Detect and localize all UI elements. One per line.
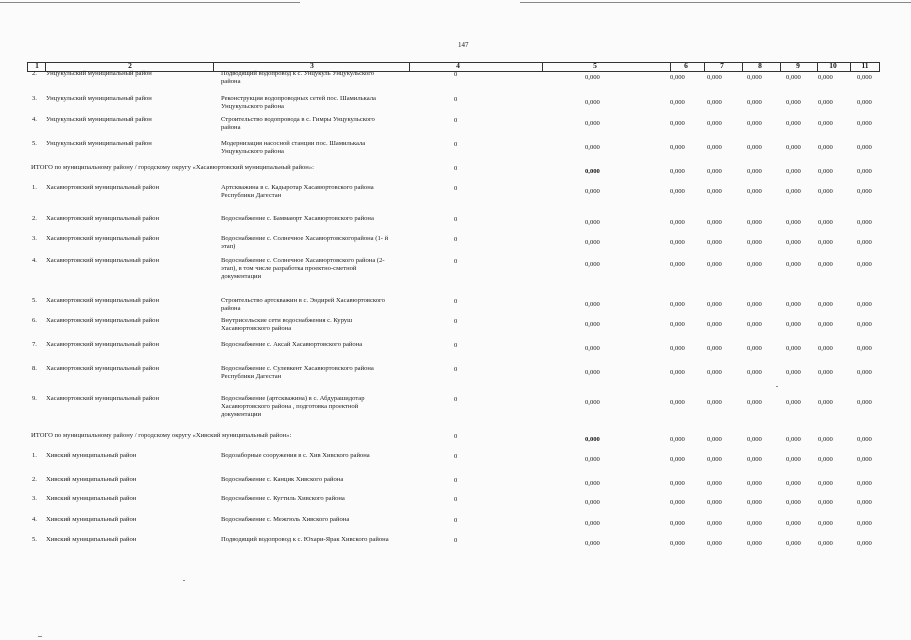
- description-cell: Водоснабжение с. Межгюль Хивского района: [221, 516, 350, 523]
- municipality-cell: Унцукульский муниципальный район: [46, 70, 152, 77]
- value-cell: 0,000: [707, 261, 722, 268]
- municipality-cell: Хивский муниципальный район: [46, 452, 137, 459]
- value-cell: 0,000: [857, 219, 872, 226]
- municipality-cell: Хасавюртовский муниципальный район: [46, 395, 159, 402]
- row-number: 1.: [32, 452, 37, 459]
- col-header: 9: [796, 61, 800, 70]
- value-cell: 0,000: [747, 345, 762, 352]
- value-cell: 0,000: [857, 345, 872, 352]
- value-cell: 0,000: [857, 456, 872, 463]
- value-cell: 0,000: [585, 321, 600, 328]
- municipality-cell: Хивский муниципальный район: [46, 516, 137, 523]
- value-cell: 0,000: [818, 261, 833, 268]
- col-header: 3: [310, 61, 314, 70]
- col4-cell: 0: [454, 453, 458, 460]
- value-cell: 0,000: [707, 120, 722, 127]
- row-number: 3.: [32, 495, 37, 502]
- value-cell: 0,000: [585, 345, 600, 352]
- municipality-cell: Унцукульский муниципальный район: [46, 95, 152, 102]
- value-cell: 0,000: [747, 144, 762, 151]
- value-cell: 0,000: [818, 540, 833, 547]
- value-cell: 0,000: [747, 219, 762, 226]
- row-number: 4.: [32, 116, 37, 123]
- value-cell: 0,000: [786, 219, 801, 226]
- value-cell: 0,000: [670, 301, 685, 308]
- value-cell: 0,000: [857, 436, 872, 443]
- description-cell: Строительство артскважин в с. Эндирей Хасавюртовского района: [221, 297, 385, 312]
- value-cell: 0,000: [747, 168, 762, 175]
- value-cell: 0,000: [707, 239, 722, 246]
- municipality-cell: Унцукульский муниципальный район: [46, 140, 152, 147]
- total-label: ИТОГО по муниципальному району / городскому округу «Хивский муниципальный район»:: [31, 432, 292, 439]
- description-cell: Водозаборные сооружения в с. Хив Хивского района: [221, 452, 370, 459]
- value-cell: 0,000: [707, 99, 722, 106]
- municipality-cell: Хасавюртовский муниципальный район: [46, 341, 159, 348]
- value-cell: 0,000: [818, 499, 833, 506]
- value-cell: 0,000: [747, 480, 762, 487]
- row-number: 2.: [32, 476, 37, 483]
- col4-cell: 0: [454, 117, 458, 124]
- value-cell: 0,000: [670, 321, 685, 328]
- value-cell: 0,000: [786, 520, 801, 527]
- value-cell: 0,000: [585, 520, 600, 527]
- municipality-cell: Хасавюртовский муниципальный район: [46, 297, 159, 304]
- row-number: 6.: [32, 317, 37, 324]
- value-cell: 0,000: [747, 399, 762, 406]
- value-cell: 0,000: [585, 168, 600, 175]
- description-cell: Артскважина в с. Кадыротар Хасавюртовского района Республики Дагестан: [221, 184, 374, 199]
- value-cell: 0,000: [747, 369, 762, 376]
- value-cell: 0,000: [786, 369, 801, 376]
- value-cell: 0,000: [707, 399, 722, 406]
- value-cell: 0,000: [747, 188, 762, 195]
- value-cell: 0,000: [670, 168, 685, 175]
- col-header: 4: [456, 61, 460, 70]
- value-cell: 0,000: [786, 436, 801, 443]
- value-cell: 0,000: [857, 188, 872, 195]
- value-cell: 0,000: [670, 219, 685, 226]
- value-cell: 0,000: [747, 74, 762, 81]
- value-cell: 0,000: [818, 480, 833, 487]
- col-header: 6: [684, 61, 688, 70]
- value-cell: 0,000: [747, 261, 762, 268]
- value-cell: 0,000: [747, 239, 762, 246]
- value-cell: 0,000: [786, 99, 801, 106]
- value-cell: 0,000: [857, 369, 872, 376]
- scan-speck: [776, 386, 778, 387]
- value-cell: 0,000: [857, 261, 872, 268]
- description-cell: Реконструкция водопроводных сетей пос. Шамилькала Унцукульского района: [221, 95, 376, 110]
- scan-speck: [38, 636, 42, 637]
- value-cell: 0,000: [857, 301, 872, 308]
- value-cell: 0,000: [707, 540, 722, 547]
- municipality-cell: Хивский муниципальный район: [46, 476, 137, 483]
- col4-cell: 0: [454, 185, 458, 192]
- value-cell: 0,000: [707, 499, 722, 506]
- value-cell: 0,000: [786, 540, 801, 547]
- municipality-cell: Хивский муниципальный район: [46, 495, 137, 502]
- value-cell: 0,000: [670, 74, 685, 81]
- col-header: 2: [128, 61, 132, 70]
- value-cell: 0,000: [707, 436, 722, 443]
- value-cell: 0,000: [818, 520, 833, 527]
- col-header: 8: [758, 61, 762, 70]
- top-border-right: [520, 2, 911, 3]
- value-cell: 0,000: [857, 120, 872, 127]
- value-cell: 0,000: [786, 188, 801, 195]
- value-cell: 0,000: [857, 144, 872, 151]
- top-border-left: [0, 2, 300, 3]
- value-cell: 0,000: [585, 188, 600, 195]
- col4-cell: 0: [454, 258, 458, 265]
- value-cell: 0,000: [585, 540, 600, 547]
- col4-cell: 0: [454, 141, 458, 148]
- value-cell: 0,000: [585, 456, 600, 463]
- col4-cell: 0: [454, 396, 458, 403]
- page-number: 147: [458, 41, 469, 49]
- row-number: 2.: [32, 215, 37, 222]
- row-number: 4.: [32, 257, 37, 264]
- value-cell: 0,000: [786, 120, 801, 127]
- municipality-cell: Хасавюртовский муниципальный район: [46, 257, 159, 264]
- value-cell: 0,000: [786, 321, 801, 328]
- col4-cell: 0: [454, 298, 458, 305]
- municipality-cell: Хасавюртовский муниципальный район: [46, 184, 159, 191]
- value-cell: 0,000: [747, 301, 762, 308]
- description-cell: Подводящий водопровод к с. Унцукуль Унцукульского района: [221, 70, 375, 85]
- value-cell: 0,000: [707, 345, 722, 352]
- value-cell: 0,000: [818, 99, 833, 106]
- value-cell: 0,000: [707, 480, 722, 487]
- col4-cell: 0: [454, 366, 458, 373]
- value-cell: 0,000: [707, 219, 722, 226]
- value-cell: 0,000: [585, 99, 600, 106]
- value-cell: 0,000: [786, 168, 801, 175]
- value-cell: 0,000: [670, 520, 685, 527]
- row-number: 7.: [32, 341, 37, 348]
- value-cell: 0,000: [818, 369, 833, 376]
- value-cell: 0,000: [585, 480, 600, 487]
- municipality-cell: Хасавюртовский муниципальный район: [46, 365, 159, 372]
- value-cell: 0,000: [670, 399, 685, 406]
- value-cell: 0,000: [786, 239, 801, 246]
- value-cell: 0,000: [786, 456, 801, 463]
- value-cell: 0,000: [670, 99, 685, 106]
- col4-cell: 0: [454, 96, 458, 103]
- value-cell: 0,000: [707, 369, 722, 376]
- description-cell: Водоснабжение с. Баммаюрт Хасавюртовского района: [221, 215, 374, 222]
- value-cell: 0,000: [818, 436, 833, 443]
- value-cell: 0,000: [707, 301, 722, 308]
- col-header: 7: [720, 61, 724, 70]
- value-cell: 0,000: [818, 219, 833, 226]
- description-cell: Водоснабжение с. Солнечное Хасавюртовскогорайона (1- й этап): [221, 235, 389, 250]
- row-number: 5.: [32, 140, 37, 147]
- value-cell: 0,000: [818, 74, 833, 81]
- value-cell: 0,000: [670, 369, 685, 376]
- municipality-cell: Хасавюртовский муниципальный район: [46, 215, 159, 222]
- value-cell: 0,000: [786, 499, 801, 506]
- value-cell: 0,000: [818, 239, 833, 246]
- value-cell: 0,000: [585, 369, 600, 376]
- description-cell: Водоснабжение с. Солнечное Хасавюртовского района (2-этап), в том числе разработка проектно-сметной документации: [221, 257, 385, 280]
- description-cell: Модернизация насосной станции пос. Шамилькала Унцукульского района: [221, 140, 366, 155]
- value-cell: 0,000: [818, 120, 833, 127]
- col4-cell: 0: [454, 236, 458, 243]
- value-cell: 0,000: [585, 219, 600, 226]
- value-cell: 0,000: [747, 540, 762, 547]
- scan-speck: [183, 580, 185, 581]
- value-cell: 0,000: [786, 74, 801, 81]
- municipality-cell: Хасавюртовский муниципальный район: [46, 317, 159, 324]
- row-number: 1.: [32, 184, 37, 191]
- description-cell: Водоснабжение (артскважина) в с. Абдурашидотар Хасавюртовского района , подготовка проектной документации: [221, 395, 365, 418]
- value-cell: 0,000: [818, 301, 833, 308]
- value-cell: 0,000: [818, 399, 833, 406]
- total-label: ИТОГО по муниципальному району / городскому округу «Хасавюртовский муниципальный район»:: [31, 164, 314, 171]
- value-cell: 0,000: [857, 321, 872, 328]
- value-cell: 0,000: [857, 74, 872, 81]
- col-header: 5: [593, 61, 597, 70]
- value-cell: 0,000: [585, 301, 600, 308]
- municipality-cell: Хасавюртовский муниципальный район: [46, 235, 159, 242]
- value-cell: 0,000: [585, 499, 600, 506]
- value-cell: 0,000: [747, 120, 762, 127]
- col-header: 11: [861, 61, 869, 70]
- value-cell: 0,000: [818, 321, 833, 328]
- value-cell: 0,000: [585, 261, 600, 268]
- row-number: 4.: [32, 516, 37, 523]
- col4-cell: 0: [454, 342, 458, 349]
- value-cell: 0,000: [707, 520, 722, 527]
- value-cell: 0,000: [818, 188, 833, 195]
- value-cell: 0,000: [857, 499, 872, 506]
- col-header: 1: [35, 61, 39, 70]
- description-cell: Водоснабжение с. Кугтиль Хивского района: [221, 495, 345, 502]
- value-cell: 0,000: [670, 261, 685, 268]
- value-cell: 0,000: [747, 499, 762, 506]
- value-cell: 0,000: [818, 456, 833, 463]
- value-cell: 0,000: [670, 345, 685, 352]
- value-cell: 0,000: [786, 399, 801, 406]
- value-cell: 0,000: [707, 74, 722, 81]
- value-cell: 0,000: [857, 480, 872, 487]
- table-header: [27, 62, 880, 71]
- value-cell: 0,000: [707, 144, 722, 151]
- col-header: 10: [829, 61, 837, 70]
- description-cell: Водоснабжение с. Канцик Хивского района: [221, 476, 344, 483]
- col4-cell: 0: [454, 537, 458, 544]
- value-cell: 0,000: [707, 188, 722, 195]
- value-cell: 0,000: [786, 480, 801, 487]
- col4-cell: 0: [454, 216, 458, 223]
- value-cell: 0,000: [818, 345, 833, 352]
- description-cell: Водоснабжение с. Сулевкент Хасавюртовского района Республики Дагестан: [221, 365, 374, 380]
- col4-cell: 0: [454, 496, 458, 503]
- col4-cell: 0: [454, 165, 458, 172]
- row-number: 3.: [32, 95, 37, 102]
- value-cell: 0,000: [857, 520, 872, 527]
- value-cell: 0,000: [707, 321, 722, 328]
- municipality-cell: Хивский муниципальный район: [46, 536, 137, 543]
- value-cell: 0,000: [747, 321, 762, 328]
- description-cell: Внутрисельские сети водоснабжения с. Куруш Хасавюртовского района: [221, 317, 353, 332]
- value-cell: 0,000: [857, 239, 872, 246]
- description-cell: Водоснабжение с. Аксай Хасавюртовского района: [221, 341, 363, 348]
- value-cell: 0,000: [818, 144, 833, 151]
- value-cell: 0,000: [585, 120, 600, 127]
- col4-cell: 0: [454, 517, 458, 524]
- value-cell: 0,000: [585, 144, 600, 151]
- row-number: 8.: [32, 365, 37, 372]
- value-cell: 0,000: [747, 456, 762, 463]
- value-cell: 0,000: [585, 74, 600, 81]
- row-number: 3.: [32, 235, 37, 242]
- value-cell: 0,000: [707, 456, 722, 463]
- row-number: 2.: [32, 70, 37, 77]
- value-cell: 0,000: [857, 399, 872, 406]
- value-cell: 0,000: [670, 144, 685, 151]
- value-cell: 0,000: [857, 540, 872, 547]
- row-number: 5.: [32, 297, 37, 304]
- description-cell: Подводящий водопровод к с. Юхари-Ярак Хивского района: [221, 536, 389, 543]
- value-cell: 0,000: [670, 239, 685, 246]
- description-cell: Строительство водопровода в с. Гимры Унцукульского района: [221, 116, 375, 131]
- value-cell: 0,000: [670, 188, 685, 195]
- value-cell: 0,000: [670, 480, 685, 487]
- value-cell: 0,000: [747, 436, 762, 443]
- value-cell: 0,000: [818, 168, 833, 175]
- municipality-cell: Унцукульский муниципальный район: [46, 116, 152, 123]
- value-cell: 0,000: [707, 168, 722, 175]
- value-cell: 0,000: [786, 144, 801, 151]
- value-cell: 0,000: [786, 261, 801, 268]
- value-cell: 0,000: [670, 499, 685, 506]
- value-cell: 0,000: [670, 120, 685, 127]
- value-cell: 0,000: [670, 456, 685, 463]
- value-cell: 0,000: [747, 99, 762, 106]
- value-cell: 0,000: [857, 99, 872, 106]
- value-cell: 0,000: [786, 301, 801, 308]
- col4-cell: 0: [454, 433, 458, 440]
- value-cell: 0,000: [857, 168, 872, 175]
- col4-cell: 0: [454, 71, 458, 78]
- col4-cell: 0: [454, 477, 458, 484]
- col4-cell: 0: [454, 318, 458, 325]
- value-cell: 0,000: [670, 540, 685, 547]
- row-number: 5.: [32, 536, 37, 543]
- value-cell: 0,000: [585, 399, 600, 406]
- value-cell: 0,000: [786, 345, 801, 352]
- row-number: 9.: [32, 395, 37, 402]
- value-cell: 0,000: [670, 436, 685, 443]
- value-cell: 0,000: [585, 239, 600, 246]
- value-cell: 0,000: [747, 520, 762, 527]
- value-cell: 0,000: [585, 436, 600, 443]
